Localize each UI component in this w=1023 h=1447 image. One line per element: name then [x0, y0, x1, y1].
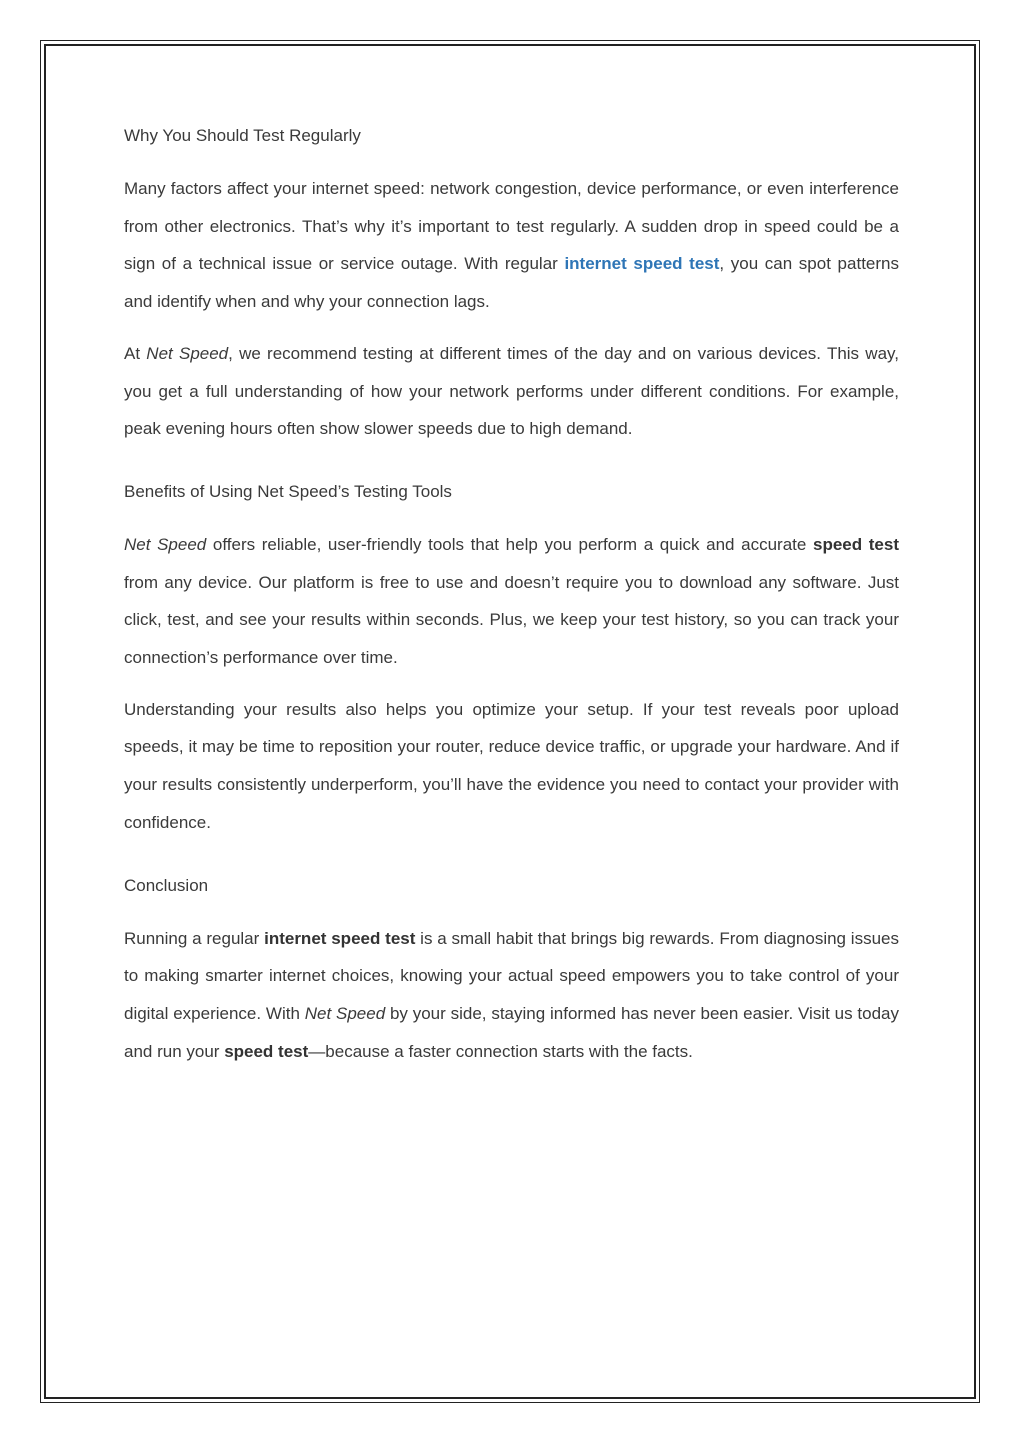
text-run: —because a faster connection starts with the facts.: [308, 1041, 693, 1061]
brand-name: Net Speed: [124, 534, 207, 554]
text-run: , we recommend testing at different times of the day and on various devices. This way, you get a full understanding of how your network performs under different conditions. For example, peak evening hours often show slower speeds due to high demand.: [124, 343, 899, 439]
document-body: [124, 118, 899, 1084]
section-heading-conclusion: Conclusion: [124, 875, 209, 895]
paragraph-benefits-2: Understanding your results also helps you optimize your setup. If your test reveals poor upload speeds, it may be time to reposition your router, reduce device traffic, or upgrade your hardware. And if your results consistently underperform, you’ll have the evidence you need to contact your provider with confidence.: [124, 699, 899, 832]
text-run: , you can spot patterns and identify when and why your connection lags.: [124, 254, 899, 312]
brand-name: Net Speed: [304, 1003, 386, 1023]
text-run: Running a regular: [124, 928, 265, 948]
section-heading-benefits: Benefits of Using Net Speed’s Testing Tools: [124, 481, 452, 501]
paragraph-why-test-2: [124, 335, 899, 448]
text-run: by your side, staying informed has never been easier. Visit us today and run your: [124, 1003, 899, 1061]
text-run: At: [124, 343, 147, 363]
internet-speed-test-link[interactable]: internet speed test: [564, 254, 720, 274]
paragraph-why-test-1: [124, 170, 899, 321]
text-run: offers reliable, user-friendly tools that help you perform a quick and accurate: [206, 534, 813, 554]
bold-keyword: internet speed test: [264, 928, 416, 948]
bold-keyword: speed test: [812, 534, 899, 554]
brand-name: Net Speed: [146, 343, 229, 363]
section-heading-why-test: Why You Should Test Regularly: [124, 126, 361, 145]
paragraph-conclusion: [124, 920, 899, 1071]
bold-keyword: speed test: [224, 1041, 309, 1061]
text-run: from any device. Our platform is free to use and doesn’t require you to download any software. Just click, test, and see your results within seconds. Plus, we keep your test history, so you can track your connection’s performance over time.: [124, 572, 899, 668]
paragraph-benefits-1: [124, 526, 899, 677]
text-run: is a small habit that brings big rewards. From diagnosing issues to making smarter internet choices, knowing your actual speed empowers you to take control of your digital experience. With: [124, 928, 899, 1023]
text-run: Many factors affect your internet speed: network congestion, device performance, or even interference from other electronics. That’s why it’s important to test regularly. A sudden drop in speed could be a sign of a technical issue or service outage. With regular: [124, 179, 899, 274]
